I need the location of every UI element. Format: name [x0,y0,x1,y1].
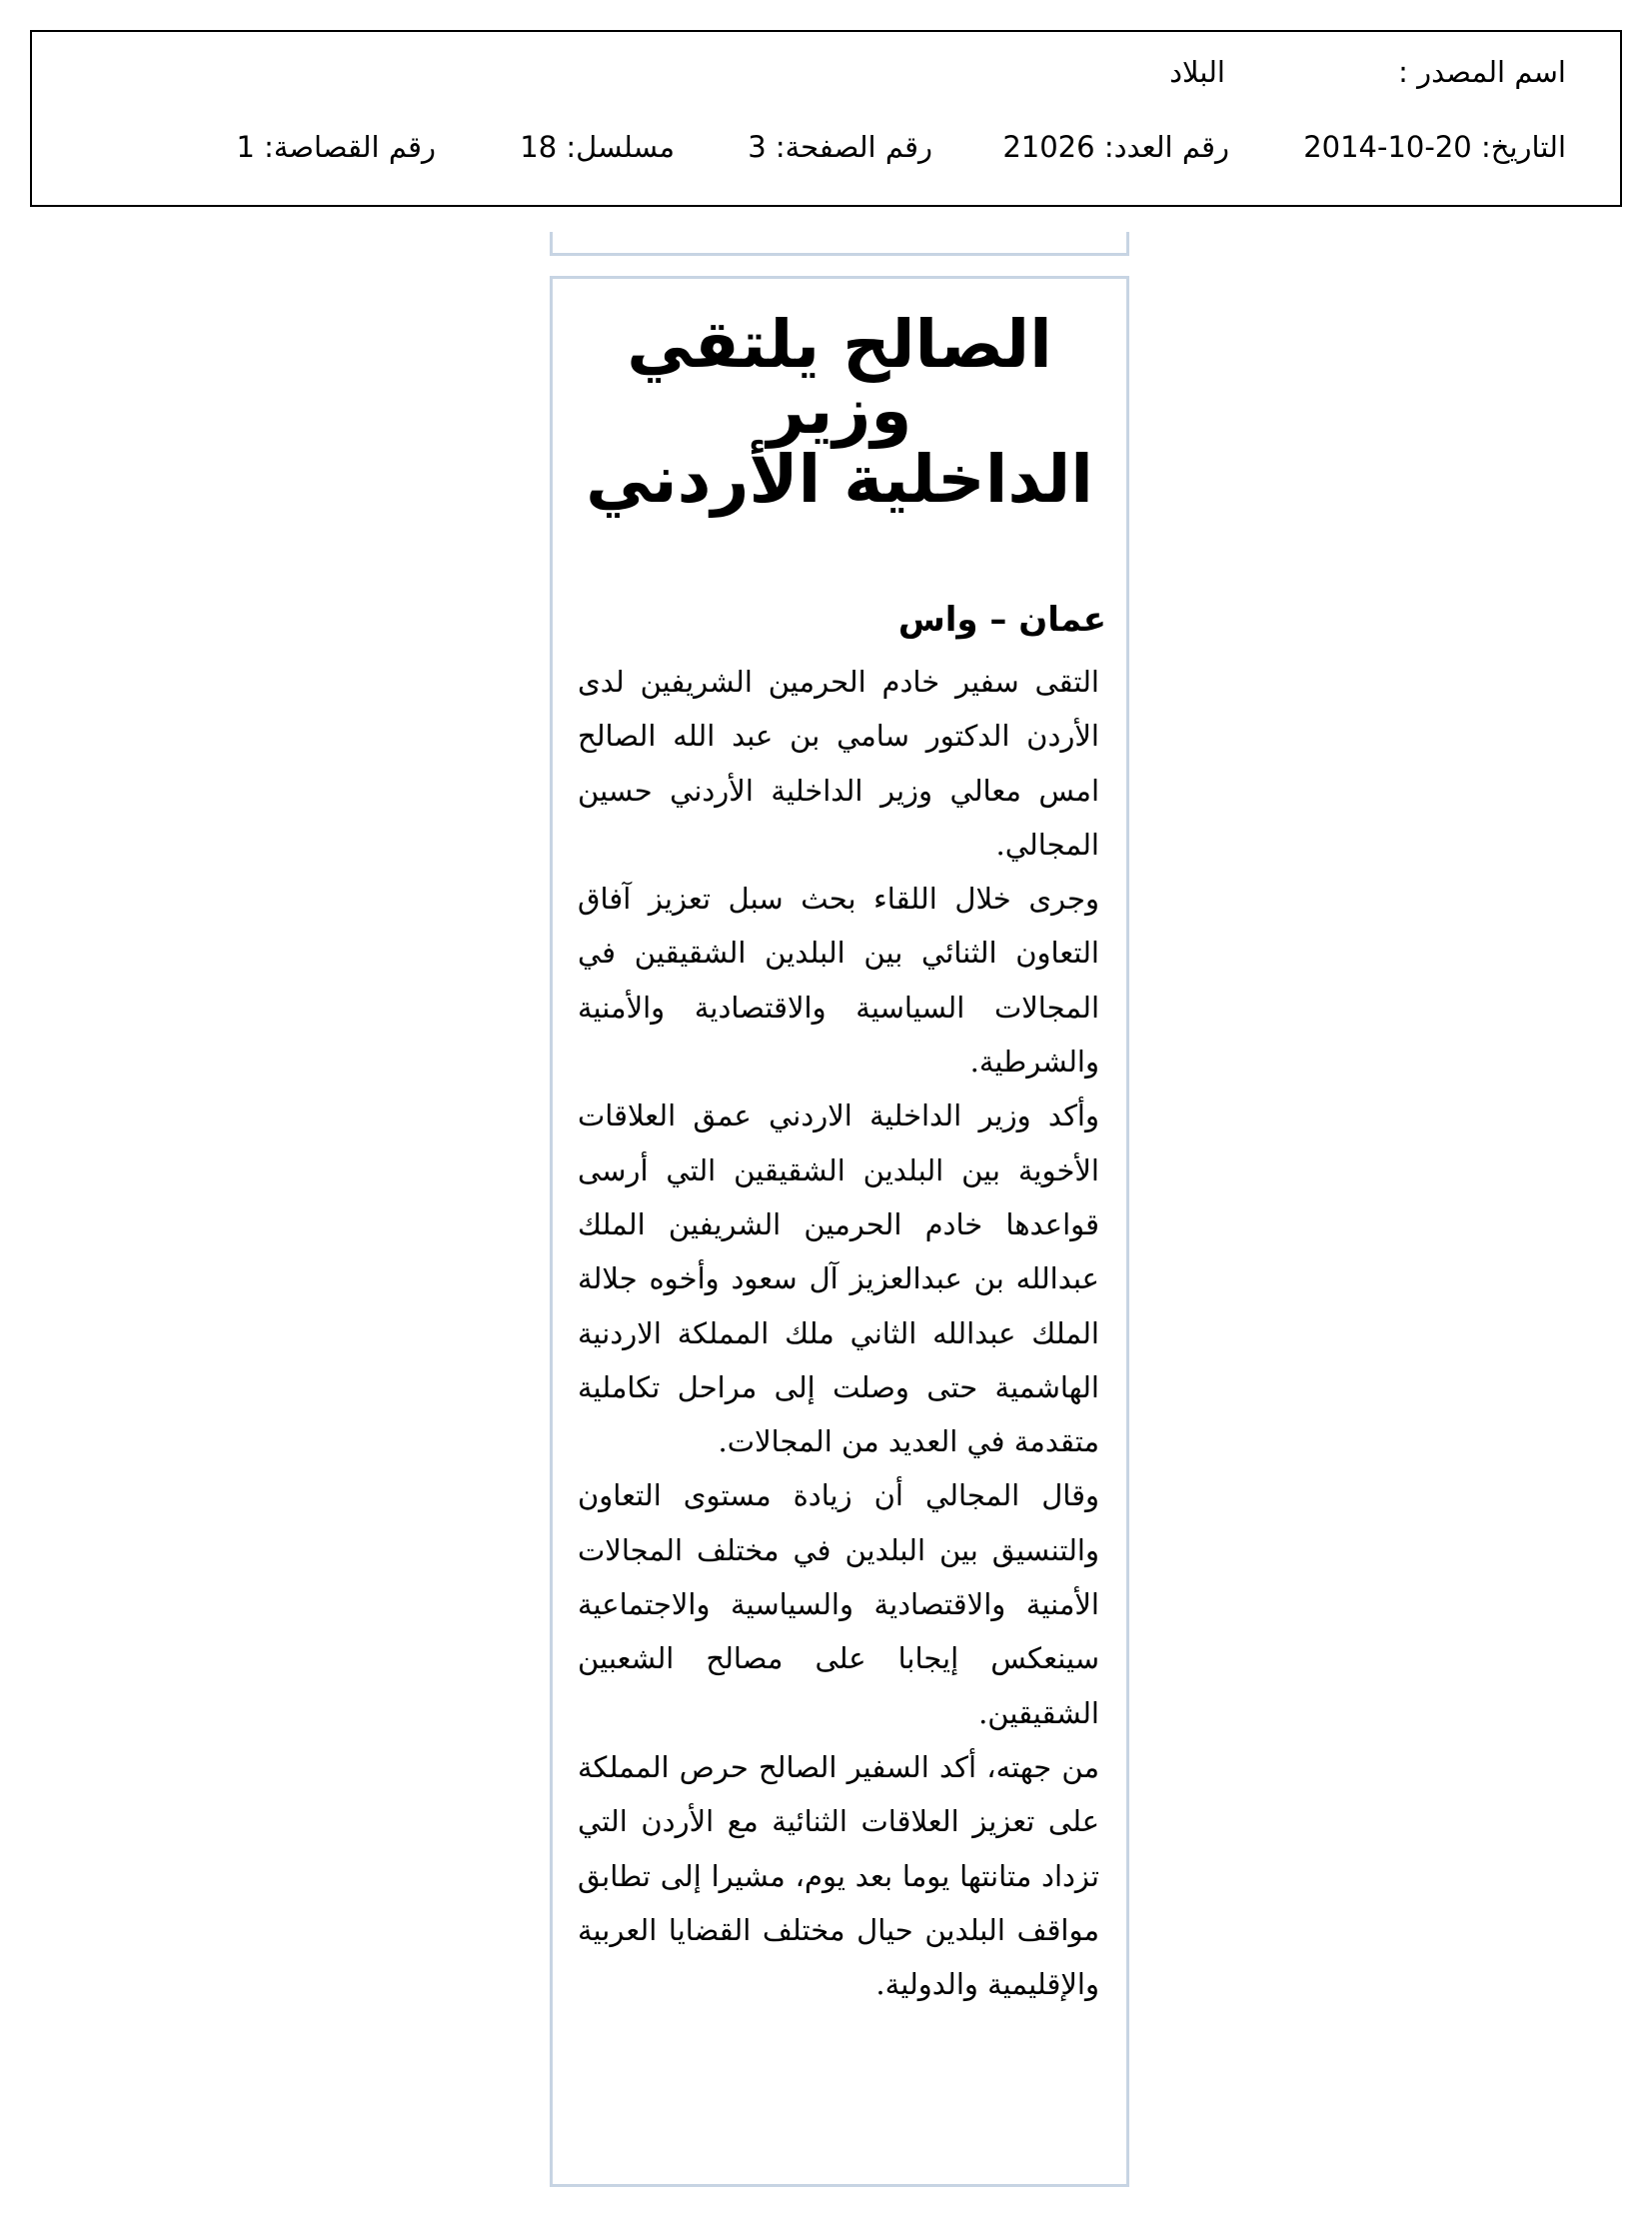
serial-field [520,130,675,164]
page-field [748,130,932,164]
paragraph-4: وقال المجالي أن زيادة مستوى التعاون والتنسيق بين البلدين في مختلف المجالات الأمنية والاقتصادية والسياسية والاجتماعية سينعكس إيجابا على مصالح الشعبين الشقيقين. [578,1478,1099,1730]
clipping-header-box [30,30,1622,207]
issue-value: 21026 [1002,130,1095,164]
paragraph-3: وأكد وزير الداخلية الاردني عمق العلاقات الأخوية بين البلدين الشقيقين التي أرسى قواعدها خادم الحرمين الشريفين الملك عبدالله بن عبدالعزيز آل سعود وأخوه جلالة الملك عبدالله الثاني ملك المملكة الاردنية الهاشمية حتى وصلت إلى مراحل تكاملية متقدمة في العديد من المجالات. [578,1099,1099,1459]
clip-label: رقم القصاصة: [264,130,436,164]
paragraph-5: من جهته، أكد السفير الصالح حرص المملكة على تعزيز العلاقات الثنائية مع الأردن التي تزداد متانتها يوما بعد يوم، مشيرا إلى تطابق مواقف البلدين حيال مختلف القضايا العربية والإقليمية والدولية. [578,1749,1099,2002]
clip-value: 1 [236,130,255,164]
source-label: اسم المصدر : [1398,55,1566,89]
headline-line-2: الداخلية الأردني [586,441,1093,518]
paragraph-2: وجرى خلال اللقاء بحث سبل تعزيز آفاق التعاون الثنائي بين البلدين الشقيقين في المجالات السياسية والاقتصادية والأمنية والشرطية. [578,882,1099,1080]
headline-line-1: الصالح يلتقي وزير [627,306,1052,449]
page-value: 3 [748,130,767,164]
clip-field [236,130,436,164]
serial-label: مسلسل: [566,130,675,164]
issue-field [1002,130,1229,164]
date-label: التاريخ: [1480,130,1566,164]
previous-article-frame-edge [550,232,1129,256]
issue-label: رقم العدد: [1103,130,1229,164]
source-value-field [1169,55,1225,89]
date-field [1303,130,1566,164]
dateline: عمان – واس [897,600,1106,640]
source-value: البلاد [1169,55,1225,89]
page-label: رقم الصفحة: [775,130,932,164]
paragraph-1: التقى سفير خادم الحرمين الشريفين لدى الأردن الدكتور سامي بن عبد الله الصالح امس معالي وزير الداخلية الأردني حسين المجالي. [578,665,1099,862]
date-value: 2014-10-20 [1303,130,1472,164]
article-body [578,655,1099,2011]
source-field [1398,55,1566,89]
serial-value: 18 [520,130,558,164]
